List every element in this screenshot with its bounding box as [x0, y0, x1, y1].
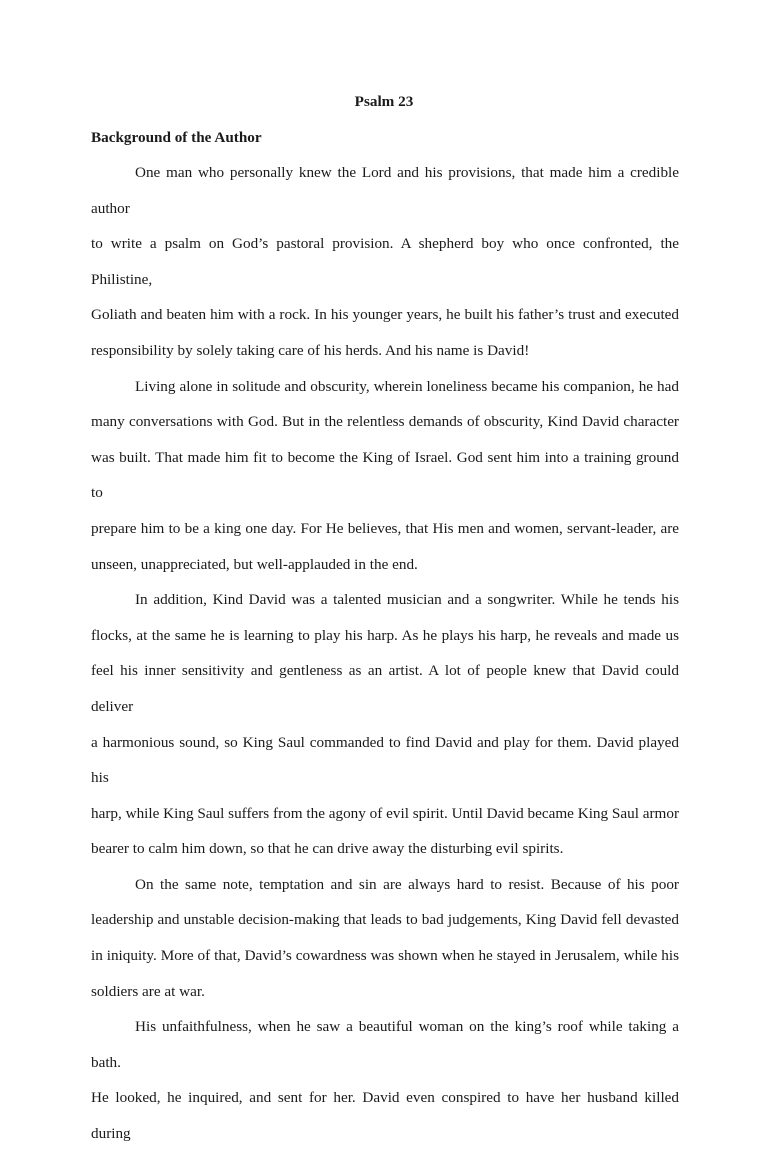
paragraph-first-line: In addition, Kind David was a talented musician and a songwriter. While he tends his — [135, 591, 679, 609]
text-line: Goliath and beaten him with a rock. In his younger years, he built his father’s trust and executed — [91, 306, 679, 324]
text-line: flocks, at the same he is learning to play his harp. As he plays his harp, he reveals and made us — [91, 626, 679, 644]
section-heading: Background of the Author — [91, 129, 262, 146]
text-line: was built. That made him fit to become the King of Israel. God sent him into a training ground to — [91, 448, 679, 502]
text-line: leadership and unstable decision-making that leads to bad judgements, King David fell devasted — [91, 911, 679, 929]
text-line: in iniquity. More of that, David’s cowardness was shown when he stayed in Jerusalem, while his — [91, 947, 679, 965]
page-title: Psalm 23 — [354, 93, 414, 110]
text-line: to write a psalm on God’s pastoral provision. A shepherd boy who once confronted, the Philistine, — [91, 235, 679, 288]
text-line: unseen, unappreciated, but well-applauded in the end. — [91, 555, 418, 573]
text-line: responsibility by solely taking care of his herds. And his name is David! — [91, 341, 530, 359]
text-line: soldiers are at war. — [91, 982, 205, 1000]
paragraph-first-line: On the same note, temptation and sin are always hard to resist. Because of his poor — [135, 875, 679, 893]
text-line: feel his inner sensitivity and gentleness as an artist. A lot of people knew that David could deliver — [91, 662, 679, 715]
paragraph-first-line: His unfaithfulness, when he saw a beautiful woman on the king’s roof while taking a bath. — [91, 1018, 679, 1071]
text-line: many conversations with God. But in the relentless demands of obscurity, Kind David character — [91, 413, 679, 431]
text-line: He looked, he inquired, and sent for her. David even conspired to have her husband killed during — [91, 1089, 679, 1143]
paragraph-first-line: Living alone in solitude and obscurity, wherein loneliness became his companion, he had — [135, 377, 679, 395]
paragraph-first-line: One man who personally knew the Lord and his provisions, that made him a credible author — [91, 164, 679, 217]
text-line: harp, while King Saul suffers from the agony of evil spirit. Until David became King Saul armor — [91, 804, 679, 822]
text-line: prepare him to be a king one day. For He believes, that His men and women, servant-leader, are — [91, 519, 679, 537]
text-line: a harmonious sound, so King Saul commanded to find David and play for them. David played his — [91, 733, 679, 787]
text-line: bearer to calm him down, so that he can drive away the disturbing evil spirits. — [91, 840, 564, 858]
body-text — [91, 155, 679, 1152]
